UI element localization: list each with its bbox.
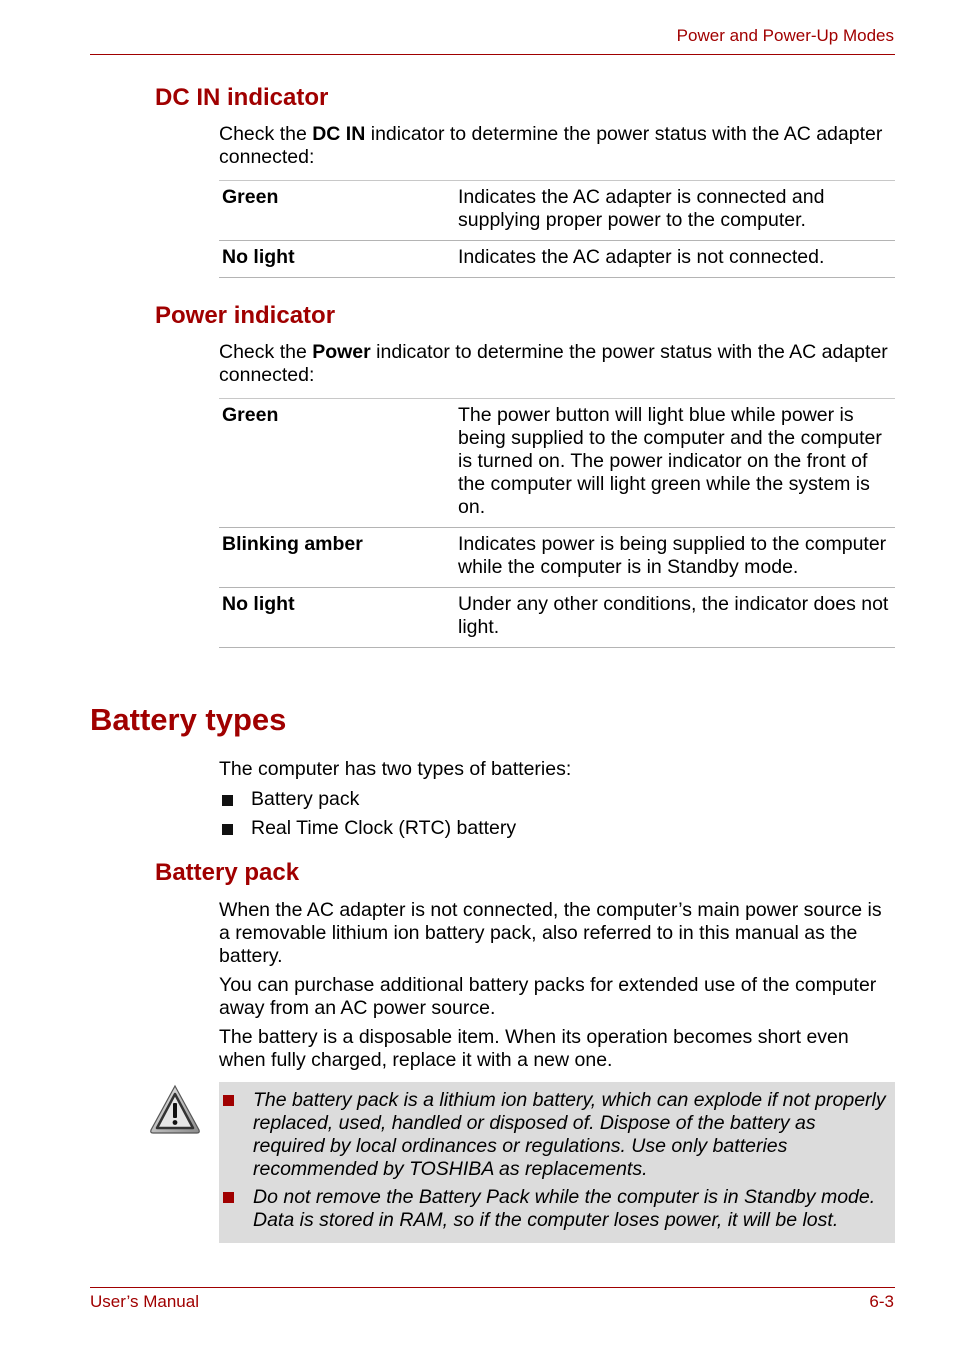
table-row [219,588,895,648]
dc-in-intro: Check the DC IN indicator to determine the power status with the AC adapter connected: [219,123,883,168]
running-header: Power and Power-Up Modes [676,26,894,45]
term-cell: Green [222,404,279,426]
power-table [219,398,895,648]
list-item: Real Time Clock (RTC) battery [222,817,516,840]
term-cell: Blinking amber [222,533,363,555]
warning-note [219,1082,895,1243]
desc-cell: Indicates power is being supplied to the computer while the computer is in Standby mode. [458,533,887,578]
desc-cell: Indicates the AC adapter is connected and supplying proper power to the computer. [458,186,825,231]
desc-cell: The power button will light blue while power is being supplied to the computer and the computer is turned on. The power indicator on the front of the computer will light green while the system is on. [458,404,882,518]
warning-item: The battery pack is a lithium ion battery, which can explode if not properly replaced, used, handled or disposed of. Dispose of the battery as required by local ordinances or regulations. Use only batteries recommended by TOSHIBA as replacements. [223,1089,889,1181]
power-intro: Check the Power indicator to determine the power status with the AC adapter connected: [219,341,888,386]
term-cell: No light [222,593,295,615]
term-cell: Green [222,186,279,208]
power-heading: Power indicator [155,302,336,329]
battery-types-heading: Battery types [90,702,287,737]
dc-in-heading: DC IN indicator [155,84,329,111]
table-row [219,528,895,588]
battery-pack-paragraph: When the AC adapter is not connected, the computer’s main power source is a removable lithium ion battery pack, also referred to in this manual as the battery. [219,899,882,967]
list-item: Battery pack [222,788,359,811]
warning-item: Do not remove the Battery Pack while the computer is in Standby mode. Data is stored in RAM, so if the computer loses power, it will be lost. [223,1186,889,1232]
desc-cell: Indicates the AC adapter is not connected. [458,246,825,268]
warning-triangle-icon [149,1083,201,1135]
table-row [219,399,895,528]
battery-types-intro: The computer has two types of batteries: [219,758,572,780]
desc-cell: Under any other conditions, the indicator does not light. [458,593,889,638]
bullet-square-icon [223,1192,234,1203]
battery-pack-paragraph: The battery is a disposable item. When its operation becomes short even when fully charged, replace it with a new one. [219,1026,849,1071]
bullet-square-icon [222,795,233,806]
battery-pack-heading: Battery pack [155,859,300,886]
bullet-square-icon [222,824,233,835]
term-cell: No light [222,246,295,268]
dc-in-table [219,180,895,278]
footer-title: User’s Manual [90,1292,199,1311]
page-number: 6-3 [869,1292,894,1311]
battery-pack-paragraph: You can purchase additional battery packs for extended use of the computer away from an AC power source. [219,974,877,1019]
bullet-square-icon [223,1095,234,1106]
table-row [219,181,895,241]
table-row [219,241,895,278]
header-rule [90,54,895,55]
footer-rule [90,1287,895,1288]
